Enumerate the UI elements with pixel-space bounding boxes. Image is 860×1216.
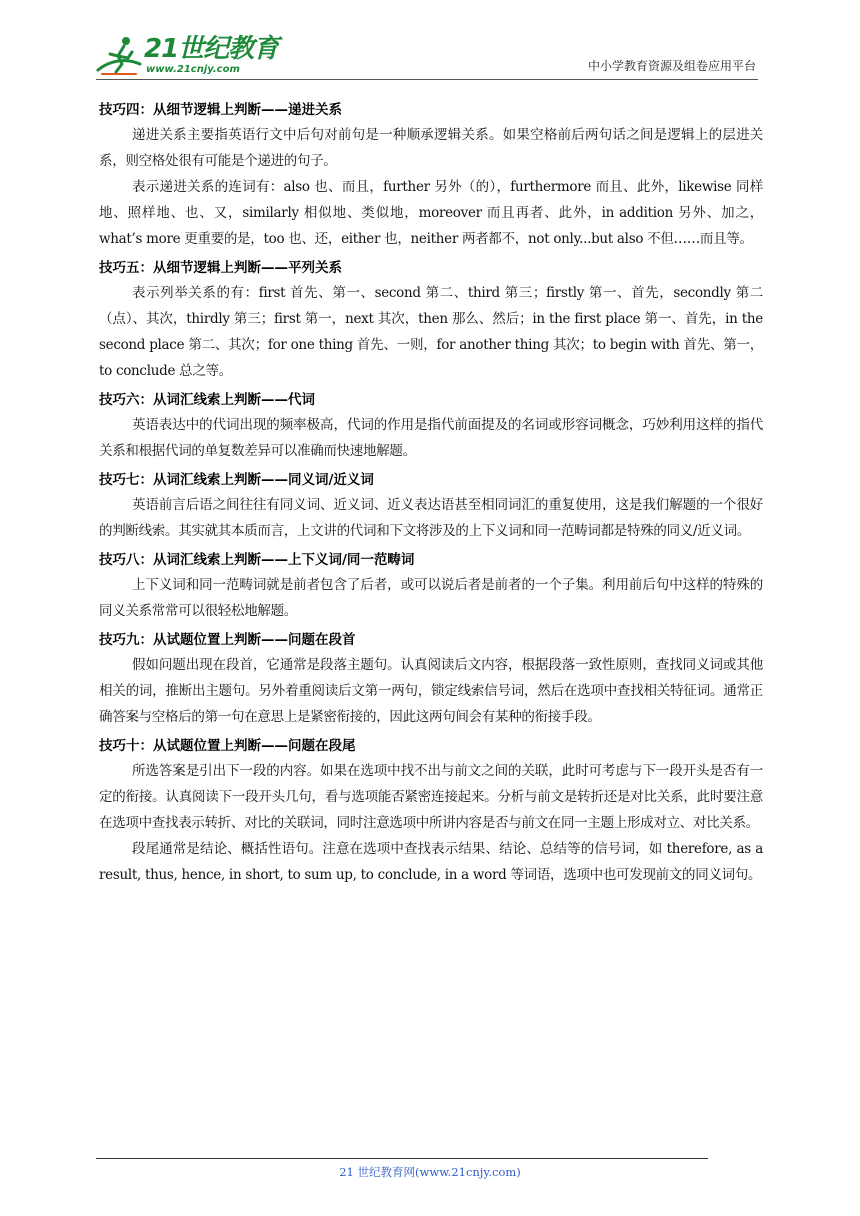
logo-url: www.21cnjy.com [146,64,240,75]
paragraph: 表示递进关系的连词有：also 也、而且，further 另外（的），furthermore 而且、此外，likewise 同样地、照样地、也、又，similarly 相似地、类似地，moreover 而且再者、此外，in addition 另外、加之，what’s more 更重要的是，too 也、还，either 也，neither 两者都不，not only...but also 不但……而且等。 [99,179,763,247]
section-heading: 技巧五：从细节逻辑上判断——平列关系 [99,260,342,276]
section-heading: 技巧八：从词汇线索上判断——上下义词/同一范畴词 [99,552,415,568]
paragraph: 英语表达中的代词出现的频率极高，代词的作用是指代前面提及的名词或形容词概念，巧妙利用这样的指代关系和根据代词的单复数差异可以准确而快速地解题。 [99,417,763,459]
page-header [0,0,860,90]
paragraph: 英语前言后语之间往往有同义词、近义词、近义表达语甚至相同词汇的重复使用，这是我们解题的一个很好的判断线索。其实就其本质而言，上文讲的代词和下文将涉及的上下义词和同一范畴词都是特殊的同义/近义词。 [99,497,763,539]
footer-link[interactable]: 21 世纪教育网(www.21cnjy.com) [339,1165,521,1179]
section-heading: 技巧四：从细节逻辑上判断——递进关系 [99,102,342,118]
paragraph: 段尾通常是结论、概括性语句。注意在选项中查找表示结果、结论、总结等的信号词，如 therefore, as a result, thus, hence, in short, to sum up, to conclude, in a word 等词语，选项中也可发现前文的同义词句。 [99,841,763,883]
footer-divider [96,1158,708,1159]
logo [96,34,279,82]
runner-icon [96,34,142,78]
section-heading: 技巧六：从词汇线索上判断——代词 [99,392,315,408]
section-heading: 技巧九：从试题位置上判断——问题在段首 [99,632,356,648]
section-tip-10 [99,735,763,888]
paragraph: 假如问题出现在段首，它通常是段落主题句。认真阅读后文内容，根据段落一致性原则，查找同义词或其他相关的词，推断出主题句。另外着重阅读后文第一两句，锁定线索信号词，然后在选项中查找相关特征词。通常正确答案与空格后的第一句在意思上是紧密衔接的，因此这两句间会有某种的衔接手段。 [99,657,763,725]
section-tip-4 [99,99,763,252]
section-tip-5 [99,257,763,384]
platform-name: 中小学教育资源及组卷应用平台 [587,59,756,73]
document-body [99,99,763,893]
header-divider [96,79,758,80]
section-tip-7 [99,469,763,544]
section-tip-9 [99,629,763,730]
paragraph: 所选答案是引出下一段的内容。如果在选项中找不出与前文之间的关联，此时可考虑与下一段开头是否有一定的衔接。认真阅读下一段开头几句，看与选项能否紧密连接起来。分析与前文是转折还是对比关系，此时要注意在选项中查找表示转折、对比的关联词，同时注意选项中所讲内容是否与前文在同一主题上形成对立、对比关系。 [99,763,763,831]
paragraph: 递进关系主要指英语行文中后句对前句是一种顺承逻辑关系。如果空格前后两句话之间是逻辑上的层进关系，则空格处很有可能是个递进的句子。 [99,127,763,169]
logo-text: 21世纪教育 [144,34,279,64]
section-tip-6 [99,389,763,464]
paragraph: 表示列举关系的有：first 首先、第一、second 第二、third 第三；firstly 第一、首先，secondly 第二（点）、其次，thirdly 第三；first 第一，next 其次，then 那么、然后；in the first place 第一、首先，in the second place 第二、其次；for one thing 首先、一则，for another thing 其次；to begin with 首先、第一，to conclude 总之等。 [99,285,763,379]
section-heading: 技巧十：从试题位置上判断——问题在段尾 [99,738,356,754]
paragraph: 上下义词和同一范畴词就是前者包含了后者，或可以说后者是前者的一个子集。利用前后句中这样的特殊的同义关系常常可以很轻松地解题。 [99,577,763,619]
section-tip-8 [99,549,763,624]
section-heading: 技巧七：从词汇线索上判断——同义词/近义词 [99,472,374,488]
